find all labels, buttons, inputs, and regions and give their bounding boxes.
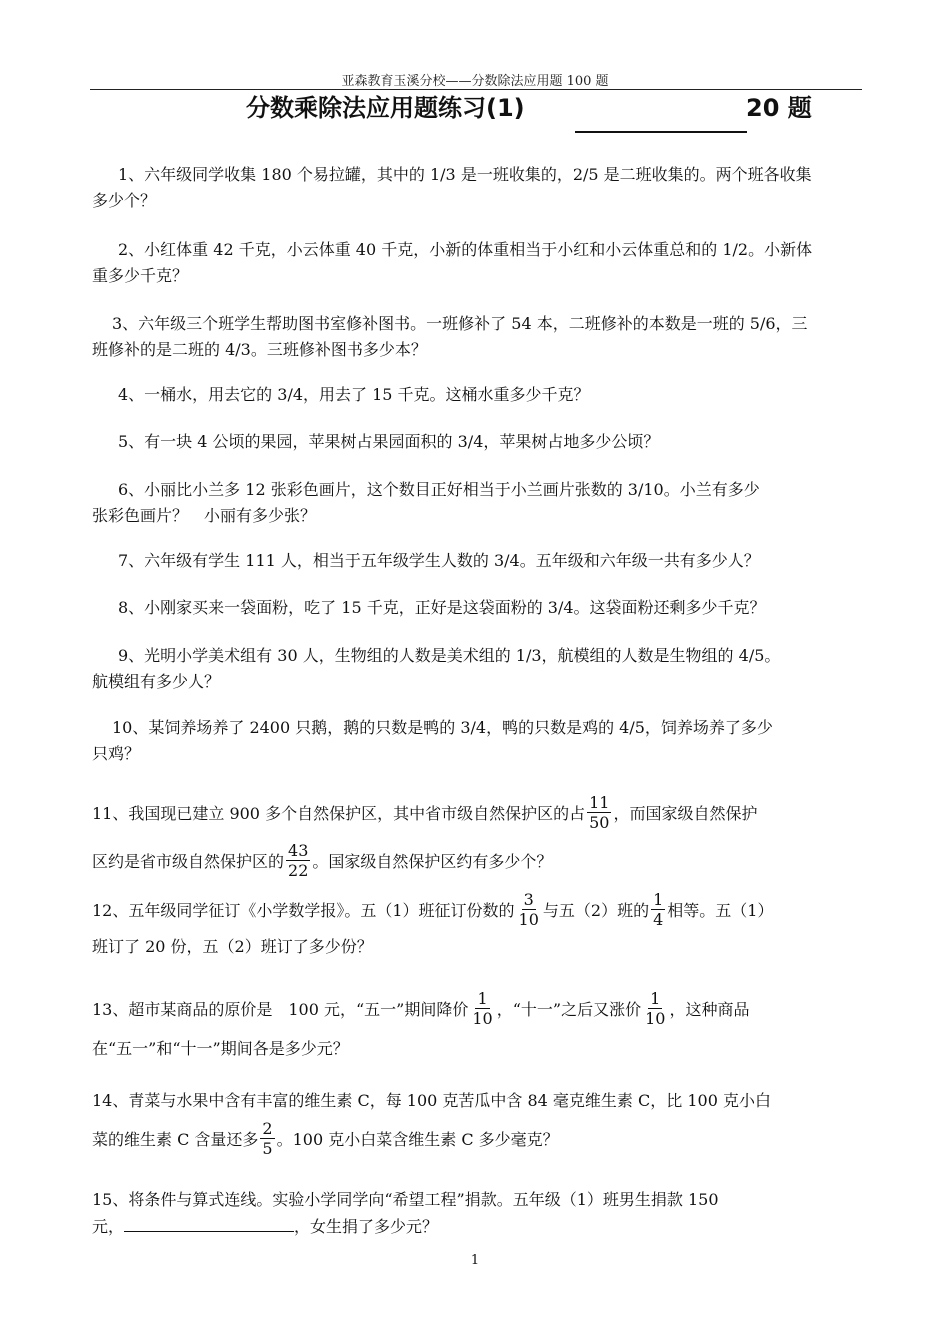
running-header: 亚森教育玉溪分校——分数除法应用题 100 题	[341, 74, 609, 89]
page-title: 分数乘除法应用题练习(1)	[246, 94, 525, 122]
fraction-numerator: 1	[653, 890, 664, 909]
question-11	[92, 790, 862, 886]
question-line: 2、小红体重 42 千克，小云体重 40 千克，小新的体重相当于小红和小云体重总和的 1/2。小新体	[118, 240, 813, 259]
question-line: 3、六年级三个班学生帮助图书室修补图书。一班修补了 54 本，二班修补的本数是一班的 5/6，三	[112, 314, 808, 333]
fraction-numerator: 43	[288, 841, 309, 860]
question-2	[92, 237, 862, 289]
question-text: 。国家级自然保护区约有多少个？	[312, 852, 553, 871]
question-7	[92, 548, 862, 574]
fraction-denominator: 4	[653, 910, 664, 929]
question-line: 在“五一”和“十一”期间各是多少元？	[92, 1039, 349, 1058]
fraction	[587, 793, 611, 832]
question-text: 菜的维生素 C 含量还多	[92, 1130, 259, 1149]
answer-blank[interactable]	[124, 1213, 294, 1232]
question-line: 10、某饲养场养了 2400 只鹅，鹅的只数是鸭的 3/4，鸭的只数是鸡的 4/5，饲养场养了多少	[112, 718, 773, 737]
page-number: 1	[470, 1253, 480, 1268]
question-line: 7、六年级有学生 111 人，相当于五年级学生人数的 3/4。五年级和六年级一共有多少人？	[118, 551, 760, 570]
question-line: 重多少千克？	[92, 266, 189, 285]
question-text: ，“十一”之后又涨价	[496, 1000, 642, 1019]
question-line	[92, 1213, 862, 1240]
question-line	[92, 790, 862, 838]
fraction	[643, 989, 667, 1028]
fraction-numerator: 1	[477, 989, 488, 1008]
question-text: 区约是省市级自然保护区的	[92, 852, 285, 871]
fraction-denominator: 10	[518, 910, 539, 929]
question-line: 8、小刚家买来一袋面粉，吃了 15 千克，正好是这袋面粉的 3/4。这袋面粉还剩多少千克？	[118, 598, 766, 617]
question-line	[92, 986, 862, 1034]
fraction-numerator: 1	[650, 989, 661, 1008]
question-line	[92, 838, 862, 886]
question-3	[92, 311, 862, 363]
question-10	[92, 715, 862, 767]
name-blank-line	[575, 131, 747, 133]
question-line: 班订了 20 份，五（2）班订了多少份？	[92, 937, 373, 956]
question-12	[92, 888, 862, 960]
question-text: 13、超市某商品的原价是 100 元，“五一”期间降价	[92, 1000, 469, 1019]
question-1	[92, 162, 862, 214]
question-13	[92, 986, 862, 1064]
question-text: 12、五年级同学征订《小学数学报》。五（1）班征订份数的	[92, 901, 515, 920]
question-14	[92, 1088, 862, 1164]
question-6	[92, 477, 862, 529]
question-line	[92, 1116, 862, 1164]
question-line: 班修补的是二班的 4/3。三班修补图书多少本？	[92, 340, 427, 359]
fraction-numerator: 11	[589, 793, 610, 812]
question-9	[92, 643, 862, 695]
question-line: 多少个？	[92, 191, 157, 210]
fraction	[470, 989, 494, 1028]
question-text: 11、我国现已建立 900 多个自然保护区，其中省市级自然保护区的占	[92, 804, 586, 823]
question-text: 元，	[92, 1217, 125, 1236]
fraction-numerator: 3	[523, 890, 534, 909]
fraction	[517, 890, 541, 929]
fraction-denominator: 10	[472, 1009, 493, 1028]
question-line	[92, 888, 862, 934]
question-line: 4、一桶水，用去它的 3/4，用去了 15 千克。这桶水重多少千克？	[118, 385, 590, 404]
fraction-denominator: 22	[288, 861, 309, 880]
question-text: ，女生捐了多少元？	[294, 1217, 439, 1236]
question-15	[92, 1187, 862, 1240]
fraction-denominator: 10	[645, 1009, 666, 1028]
question-line: 5、有一块 4 公顷的果园，苹果树占果园面积的 3/4，苹果树占地多少公顷？	[118, 432, 660, 451]
question-count: 20 题	[746, 94, 812, 122]
question-line: 航模组有多少人？	[92, 672, 221, 691]
fraction	[651, 890, 665, 929]
fraction-denominator: 50	[589, 813, 610, 832]
question-line: 张彩色画片？ 小丽有多少张？	[92, 506, 317, 525]
question-4	[92, 382, 862, 408]
fraction	[260, 1119, 274, 1158]
question-text: ，这种商品	[669, 1000, 750, 1019]
fraction-denominator: 5	[262, 1139, 273, 1158]
fraction-numerator: 2	[262, 1119, 273, 1138]
question-text: 相等。五（1）	[667, 901, 774, 920]
question-line: 1、六年级同学收集 180 个易拉罐，其中的 1/3 是一班收集的，2/5 是二班收集的。两个班各收集	[118, 165, 812, 184]
fraction	[286, 841, 310, 880]
question-line: 15、将条件与算式连线。实验小学同学向“希望工程”捐款。五年级（1）班男生捐款 150	[92, 1190, 719, 1209]
question-5	[92, 429, 862, 455]
question-text: ，而国家级自然保护	[613, 804, 758, 823]
question-text: 。100 克小白菜含维生素 C 多少毫克？	[276, 1130, 559, 1149]
question-line: 只鸡？	[92, 744, 141, 763]
question-line: 9、光明小学美术组有 30 人，生物组的人数是美术组的 1/3，航模组的人数是生物组的 4/5。	[118, 646, 781, 665]
question-text: 与五（2）班的	[542, 901, 650, 920]
question-line: 14、青菜与水果中含有丰富的维生素 C，每 100 克苦瓜中含 84 毫克维生素 C，比 100 克小白	[92, 1091, 771, 1110]
question-8	[92, 595, 862, 621]
question-line: 6、小丽比小兰多 12 张彩色画片，这个数目正好相当于小兰画片张数的 3/10。小兰有多少	[118, 480, 760, 499]
